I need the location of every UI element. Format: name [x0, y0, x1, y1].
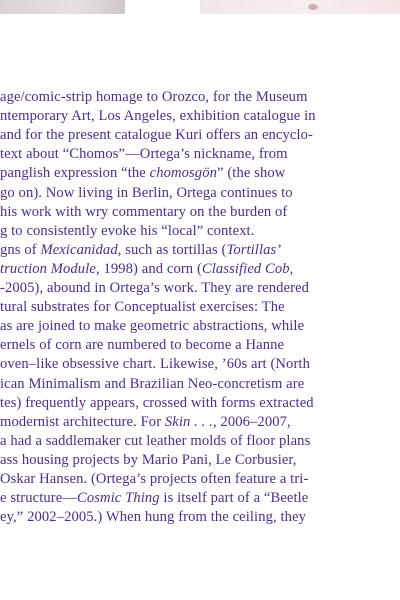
text-line: [0, 432, 310, 451]
top-right-image: [200, 0, 400, 14]
text-run: ” (the show: [217, 165, 286, 182]
text-line: [0, 489, 308, 508]
text-line: [0, 375, 304, 394]
text-line: [0, 470, 308, 489]
text-run: oven–like obsessive chart. Likewise, ’60s art (North: [0, 356, 310, 373]
text-run: , 2006–2007,: [212, 413, 291, 430]
text-run: ntemporary Art, Los Angeles, exhibition catalogue in: [0, 108, 316, 125]
text-run: modernist architecture. For: [0, 413, 165, 430]
text-line: [0, 222, 254, 241]
text-run: and for the present catalogue Kuri offers an encyclo-: [0, 127, 313, 144]
text-line: [0, 107, 316, 126]
text-line: [0, 203, 287, 222]
italic-title: Classified Cob: [201, 260, 290, 277]
text-run: text about “Chomos”—Ortega’s nickname, from: [0, 146, 288, 163]
text-line: [0, 241, 281, 260]
text-run: , such as tortillas (: [117, 241, 227, 258]
text-run: a had a saddlemaker cut leather molds of floor plans: [0, 432, 311, 449]
text-run: age/comic-strip homage to Orozco, for the Museum: [0, 89, 308, 105]
text-run: tes) frequently appears, crossed with forms extracted: [0, 394, 314, 411]
text-line: [0, 355, 310, 374]
text-run: go on). Now living in Berlin, Ortega continues to: [0, 184, 293, 201]
text-line: [0, 126, 313, 145]
text-run: -2005), abound in Ortega’s work. They are rendered: [0, 280, 310, 296]
italic-title: Mexicanidad: [40, 241, 118, 258]
top-left-image: [0, 0, 125, 14]
text-line: [0, 394, 314, 413]
text-run: g to consistently evoke his “local” context.: [0, 222, 255, 239]
text-line: [0, 279, 309, 298]
text-line: [0, 164, 285, 183]
italic-title: Tortillas’: [226, 241, 282, 258]
text-line: [0, 260, 293, 279]
text-run: e structure—: [0, 490, 77, 507]
text-run: gns of: [0, 241, 41, 258]
text-line: [0, 298, 285, 317]
text-run: ernels of corn are numbered to become a Hanne: [0, 337, 285, 354]
text-line: [0, 508, 306, 527]
text-line: [0, 336, 284, 355]
italic-title: chomosgön: [149, 165, 218, 182]
text-run: , 1998) and corn (: [95, 260, 202, 277]
text-run: Oskar Hansen. (Ortega’s projects often feature a tri-: [0, 471, 309, 487]
italic-title: truction Module: [0, 260, 96, 277]
text-run: ,: [289, 260, 294, 277]
italic-title: Cosmic Thing: [76, 490, 160, 507]
text-line: [0, 451, 297, 470]
text-run: ican Minimalism and Brazilian Neo-concretism are: [0, 375, 305, 392]
text-line: [0, 145, 288, 164]
text-run: panglish expression “the: [0, 165, 150, 182]
text-line: [0, 413, 291, 432]
top-image-strip: [0, 0, 400, 16]
text-line: [0, 184, 293, 203]
text-run: ass housing projects by Mario Pani, Le Corbusier,: [0, 451, 297, 468]
text-run: ey,” 2002–2005.) When hung from the ceiling, they: [0, 509, 307, 526]
text-line: [0, 317, 304, 336]
text-line: [0, 88, 308, 107]
text-run: his work with wry commentary on the burden of: [0, 203, 288, 220]
text-run: as are joined to make geometric abstractions, while: [0, 318, 305, 335]
italic-title: Skin . . .: [164, 413, 213, 430]
text-run: tural substrates for Conceptualist exercises: The: [0, 299, 285, 316]
text-run: is itself part of a “Beetle: [159, 490, 309, 507]
